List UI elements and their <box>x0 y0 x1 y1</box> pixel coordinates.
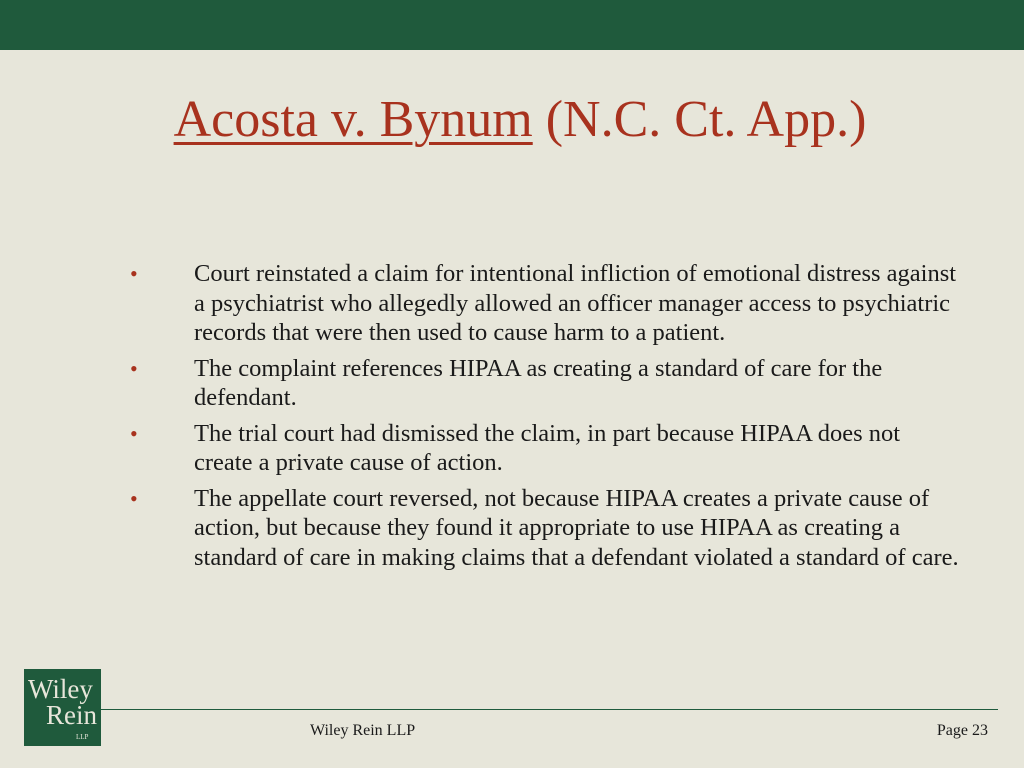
top-band <box>0 0 1024 50</box>
list-item <box>130 419 960 478</box>
slide-title <box>150 88 890 152</box>
logo-line-rein: Rein <box>46 700 97 730</box>
bullet-text: The appellate court reversed, not because HIPAA creates a private cause of action, but because they found it appropriate to use HIPAA as creating a standard of care in making claims that a defendant violated a standard of care. <box>194 484 959 571</box>
bullet-marker: • <box>130 485 138 511</box>
bullet-marker: • <box>130 355 138 381</box>
list-item <box>130 484 960 573</box>
bullet-marker: • <box>130 261 138 286</box>
footer-divider <box>101 709 998 710</box>
court-label: (N.C. Ct. App.) <box>532 91 867 148</box>
page-number: Page 23 <box>936 722 988 739</box>
wiley-rein-logo <box>24 669 101 746</box>
case-name-link[interactable]: Acosta v. Bynum <box>173 91 533 148</box>
bullet-text: Court reinstated a claim for intentional infliction of emotional distress against a psychiatrist who allegedly allowed an officer manager access to psychiatric records that were then used to cause harm to a patient. <box>194 260 957 346</box>
logo-line-llp: LLP <box>76 733 89 741</box>
list-item <box>130 354 960 413</box>
logo-line-wiley: Wiley <box>28 674 93 704</box>
bullet-list <box>130 259 960 578</box>
bullet-text: The trial court had dismissed the claim, in part because HIPAA does not create a private cause of action. <box>194 419 901 476</box>
bullet-marker: • <box>130 420 138 446</box>
footer-firm-name: Wiley Rein LLP <box>310 722 416 739</box>
list-item <box>130 259 960 348</box>
bullet-text: The complaint references HIPAA as creating a standard of care for the defendant. <box>194 354 883 411</box>
